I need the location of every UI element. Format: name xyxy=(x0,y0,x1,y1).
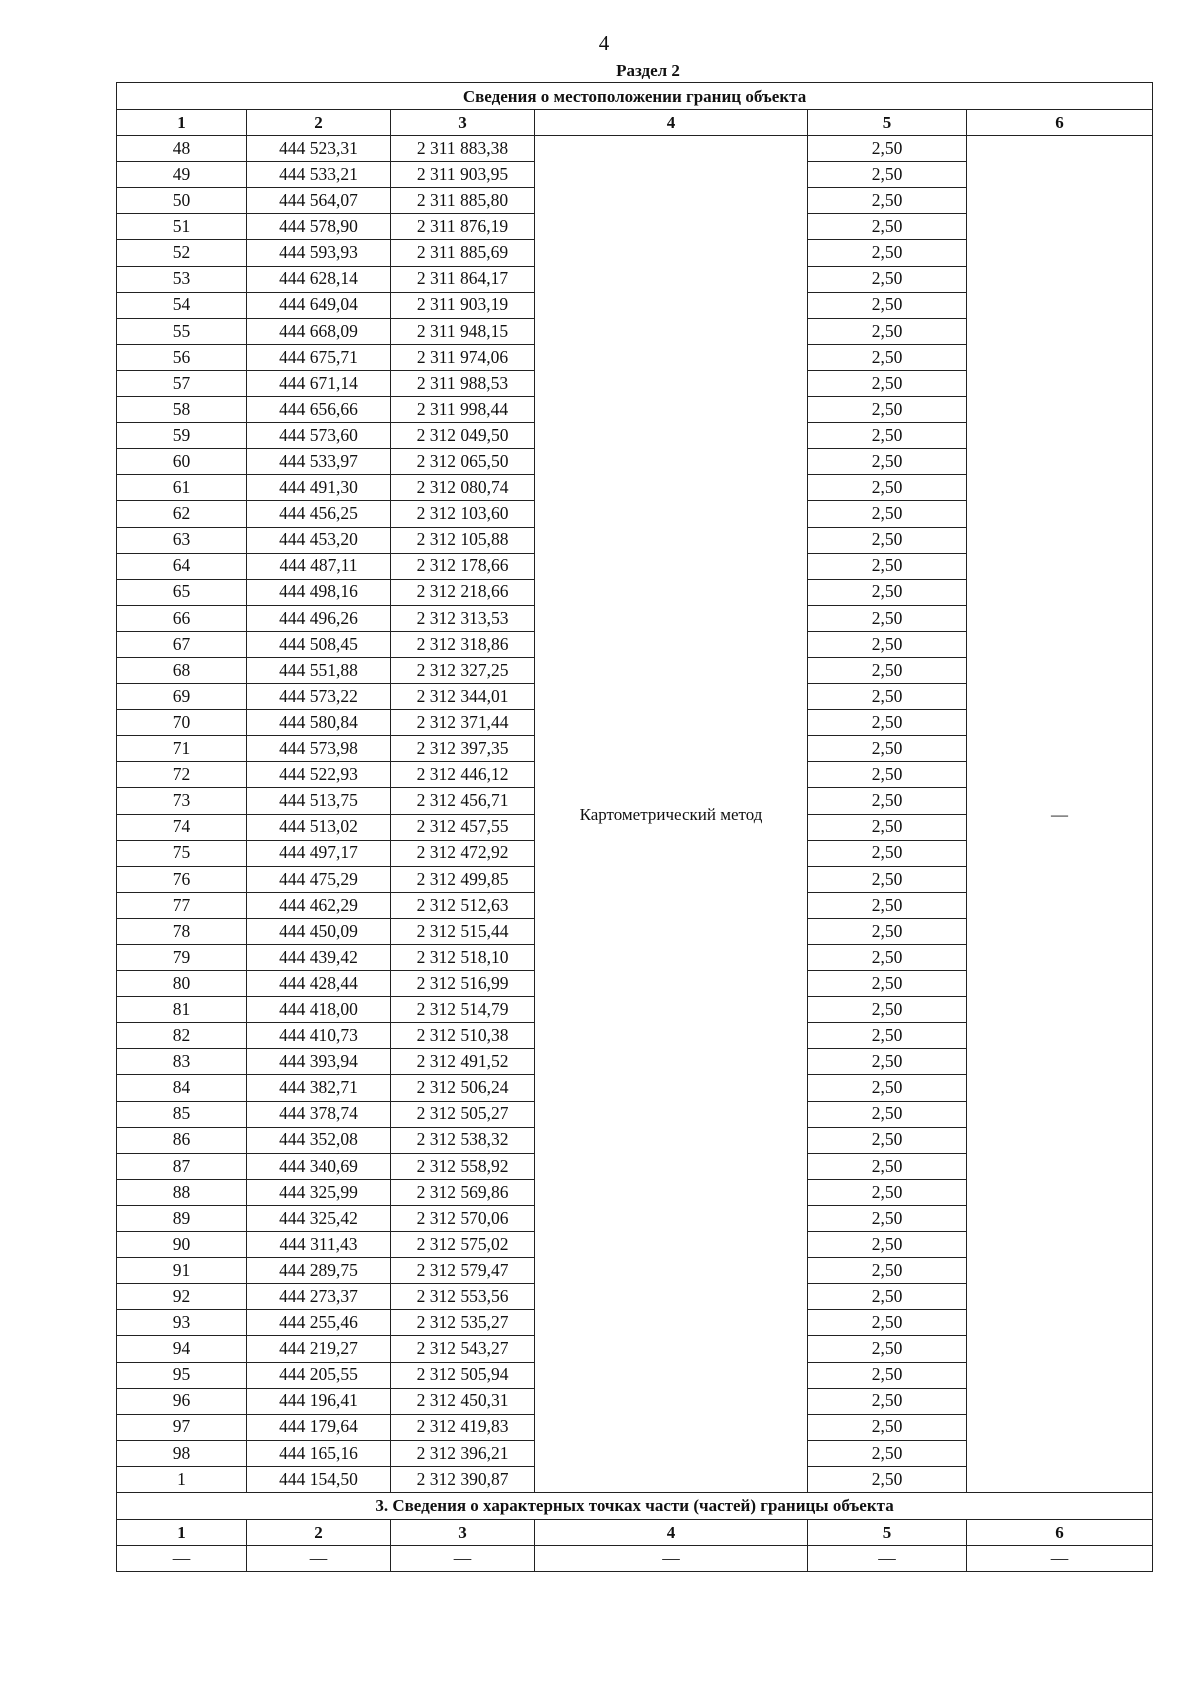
y-coordinate-cell: 2 312 080,74 xyxy=(391,475,535,501)
y-coordinate-cell: 2 312 327,25 xyxy=(391,657,535,683)
y-coordinate-cell: 2 312 575,02 xyxy=(391,1232,535,1258)
x-coordinate-cell: 444 628,14 xyxy=(247,266,391,292)
accuracy-cell: 2,50 xyxy=(808,1153,967,1179)
y-coordinate-cell: 2 312 512,63 xyxy=(391,892,535,918)
point-number-cell: 65 xyxy=(117,579,247,605)
point-number-cell: 74 xyxy=(117,814,247,840)
point-number-cell: 81 xyxy=(117,997,247,1023)
accuracy-cell: 2,50 xyxy=(808,1440,967,1466)
y-coordinate-cell: 2 312 569,86 xyxy=(391,1179,535,1205)
part-section-title-row xyxy=(117,1492,1153,1519)
point-number-cell: 63 xyxy=(117,527,247,553)
y-coordinate-cell: 2 311 998,44 xyxy=(391,397,535,423)
y-coordinate-cell: 2 312 570,06 xyxy=(391,1205,535,1231)
y-coordinate-cell: 2 312 514,79 xyxy=(391,997,535,1023)
y-coordinate-cell: 2 311 988,53 xyxy=(391,370,535,396)
accuracy-cell: 2,50 xyxy=(808,501,967,527)
point-number-cell: 69 xyxy=(117,684,247,710)
part-section-title: 3. Сведения о характерных точках части (частей) границы объекта xyxy=(117,1492,1153,1519)
y-coordinate-cell: 2 311 876,19 xyxy=(391,214,535,240)
point-number-cell: 67 xyxy=(117,631,247,657)
accuracy-cell: 2,50 xyxy=(808,188,967,214)
column-number: 2 xyxy=(247,1519,391,1545)
x-coordinate-cell: 444 154,50 xyxy=(247,1466,391,1492)
point-number-cell: 75 xyxy=(117,840,247,866)
y-coordinate-cell: 2 312 446,12 xyxy=(391,762,535,788)
table-row xyxy=(117,136,1153,162)
x-coordinate-cell: 444 289,75 xyxy=(247,1258,391,1284)
point-number-cell: 68 xyxy=(117,657,247,683)
point-number-cell: 59 xyxy=(117,423,247,449)
y-coordinate-cell: 2 312 450,31 xyxy=(391,1388,535,1414)
point-number-cell: 57 xyxy=(117,370,247,396)
x-coordinate-cell: 444 551,88 xyxy=(247,657,391,683)
y-coordinate-cell: 2 312 178,66 xyxy=(391,553,535,579)
y-coordinate-cell: 2 312 499,85 xyxy=(391,866,535,892)
point-number-cell: 86 xyxy=(117,1127,247,1153)
y-coordinate-cell: 2 312 105,88 xyxy=(391,527,535,553)
accuracy-cell: 2,50 xyxy=(808,240,967,266)
accuracy-cell: 2,50 xyxy=(808,344,967,370)
point-number-cell: 88 xyxy=(117,1179,247,1205)
x-coordinate-cell: 444 450,09 xyxy=(247,918,391,944)
y-coordinate-cell: 2 312 505,94 xyxy=(391,1362,535,1388)
method-cell: Картометрический метод xyxy=(535,136,808,1493)
empty-cell: — xyxy=(391,1546,535,1572)
x-coordinate-cell: 444 393,94 xyxy=(247,1049,391,1075)
accuracy-cell: 2,50 xyxy=(808,1388,967,1414)
accuracy-cell: 2,50 xyxy=(808,1310,967,1336)
y-coordinate-cell: 2 312 218,66 xyxy=(391,579,535,605)
point-number-cell: 71 xyxy=(117,736,247,762)
point-number-cell: 80 xyxy=(117,971,247,997)
part-column-number-row xyxy=(117,1519,1153,1545)
x-coordinate-cell: 444 498,16 xyxy=(247,579,391,605)
point-number-cell: 90 xyxy=(117,1232,247,1258)
y-coordinate-cell: 2 312 396,21 xyxy=(391,1440,535,1466)
point-number-cell: 96 xyxy=(117,1388,247,1414)
x-coordinate-cell: 444 311,43 xyxy=(247,1232,391,1258)
accuracy-cell: 2,50 xyxy=(808,1258,967,1284)
x-coordinate-cell: 444 382,71 xyxy=(247,1075,391,1101)
y-coordinate-cell: 2 311 903,19 xyxy=(391,292,535,318)
x-coordinate-cell: 444 533,21 xyxy=(247,162,391,188)
y-coordinate-cell: 2 312 579,47 xyxy=(391,1258,535,1284)
point-number-cell: 98 xyxy=(117,1440,247,1466)
y-coordinate-cell: 2 311 903,95 xyxy=(391,162,535,188)
accuracy-cell: 2,50 xyxy=(808,657,967,683)
accuracy-cell: 2,50 xyxy=(808,1284,967,1310)
y-coordinate-cell: 2 312 065,50 xyxy=(391,449,535,475)
point-number-cell: 58 xyxy=(117,397,247,423)
y-coordinate-cell: 2 312 516,99 xyxy=(391,971,535,997)
x-coordinate-cell: 444 671,14 xyxy=(247,370,391,396)
x-coordinate-cell: 444 573,22 xyxy=(247,684,391,710)
table-title-row xyxy=(117,83,1153,110)
accuracy-cell: 2,50 xyxy=(808,553,967,579)
y-coordinate-cell: 2 312 515,44 xyxy=(391,918,535,944)
y-coordinate-cell: 2 312 419,83 xyxy=(391,1414,535,1440)
accuracy-cell: 2,50 xyxy=(808,397,967,423)
y-coordinate-cell: 2 311 948,15 xyxy=(391,318,535,344)
accuracy-cell: 2,50 xyxy=(808,1101,967,1127)
column-number: 3 xyxy=(391,1519,535,1545)
x-coordinate-cell: 444 340,69 xyxy=(247,1153,391,1179)
accuracy-cell: 2,50 xyxy=(808,370,967,396)
empty-cell: — xyxy=(967,1546,1153,1572)
x-coordinate-cell: 444 462,29 xyxy=(247,892,391,918)
point-number-cell: 76 xyxy=(117,866,247,892)
y-coordinate-cell: 2 311 885,69 xyxy=(391,240,535,266)
y-coordinate-cell: 2 311 885,80 xyxy=(391,188,535,214)
y-coordinate-cell: 2 311 883,38 xyxy=(391,136,535,162)
y-coordinate-cell: 2 312 558,92 xyxy=(391,1153,535,1179)
y-coordinate-cell: 2 312 344,01 xyxy=(391,684,535,710)
y-coordinate-cell: 2 312 553,56 xyxy=(391,1284,535,1310)
x-coordinate-cell: 444 513,75 xyxy=(247,788,391,814)
y-coordinate-cell: 2 312 456,71 xyxy=(391,788,535,814)
x-coordinate-cell: 444 668,09 xyxy=(247,318,391,344)
y-coordinate-cell: 2 312 506,24 xyxy=(391,1075,535,1101)
x-coordinate-cell: 444 675,71 xyxy=(247,344,391,370)
accuracy-cell: 2,50 xyxy=(808,971,967,997)
x-coordinate-cell: 444 508,45 xyxy=(247,631,391,657)
accuracy-cell: 2,50 xyxy=(808,449,967,475)
x-coordinate-cell: 444 573,60 xyxy=(247,423,391,449)
x-coordinate-cell: 444 496,26 xyxy=(247,605,391,631)
x-coordinate-cell: 444 656,66 xyxy=(247,397,391,423)
accuracy-cell: 2,50 xyxy=(808,892,967,918)
x-coordinate-cell: 444 196,41 xyxy=(247,1388,391,1414)
accuracy-cell: 2,50 xyxy=(808,710,967,736)
point-number-cell: 60 xyxy=(117,449,247,475)
accuracy-cell: 2,50 xyxy=(808,423,967,449)
x-coordinate-cell: 444 219,27 xyxy=(247,1336,391,1362)
part-empty-row xyxy=(117,1546,1153,1572)
x-coordinate-cell: 444 165,16 xyxy=(247,1440,391,1466)
y-coordinate-cell: 2 312 543,27 xyxy=(391,1336,535,1362)
y-coordinate-cell: 2 312 318,86 xyxy=(391,631,535,657)
point-number-cell: 53 xyxy=(117,266,247,292)
x-coordinate-cell: 444 593,93 xyxy=(247,240,391,266)
x-coordinate-cell: 444 564,07 xyxy=(247,188,391,214)
point-number-cell: 72 xyxy=(117,762,247,788)
column-number: 6 xyxy=(967,1519,1153,1545)
x-coordinate-cell: 444 649,04 xyxy=(247,292,391,318)
column-number: 5 xyxy=(808,110,967,136)
accuracy-cell: 2,50 xyxy=(808,214,967,240)
y-coordinate-cell: 2 312 491,52 xyxy=(391,1049,535,1075)
column-number: 3 xyxy=(391,110,535,136)
accuracy-cell: 2,50 xyxy=(808,840,967,866)
x-coordinate-cell: 444 418,00 xyxy=(247,997,391,1023)
point-number-cell: 52 xyxy=(117,240,247,266)
point-number-cell: 93 xyxy=(117,1310,247,1336)
y-coordinate-cell: 2 312 313,53 xyxy=(391,605,535,631)
x-coordinate-cell: 444 325,42 xyxy=(247,1205,391,1231)
empty-cell: — xyxy=(808,1546,967,1572)
accuracy-cell: 2,50 xyxy=(808,136,967,162)
y-coordinate-cell: 2 312 390,87 xyxy=(391,1466,535,1492)
y-coordinate-cell: 2 312 535,27 xyxy=(391,1310,535,1336)
accuracy-cell: 2,50 xyxy=(808,318,967,344)
column-number-row xyxy=(117,110,1153,136)
x-coordinate-cell: 444 487,11 xyxy=(247,553,391,579)
y-coordinate-cell: 2 312 518,10 xyxy=(391,945,535,971)
x-coordinate-cell: 444 491,30 xyxy=(247,475,391,501)
accuracy-cell: 2,50 xyxy=(808,788,967,814)
accuracy-cell: 2,50 xyxy=(808,684,967,710)
point-number-cell: 83 xyxy=(117,1049,247,1075)
page-number: 4 xyxy=(598,31,610,55)
empty-cell: — xyxy=(117,1546,247,1572)
accuracy-cell: 2,50 xyxy=(808,1205,967,1231)
accuracy-cell: 2,50 xyxy=(808,292,967,318)
x-coordinate-cell: 444 255,46 xyxy=(247,1310,391,1336)
accuracy-cell: 2,50 xyxy=(808,1414,967,1440)
x-coordinate-cell: 444 179,64 xyxy=(247,1414,391,1440)
x-coordinate-cell: 444 273,37 xyxy=(247,1284,391,1310)
point-number-cell: 79 xyxy=(117,945,247,971)
x-coordinate-cell: 444 580,84 xyxy=(247,710,391,736)
column-number: 2 xyxy=(247,110,391,136)
point-number-cell: 97 xyxy=(117,1414,247,1440)
x-coordinate-cell: 444 325,99 xyxy=(247,1179,391,1205)
y-coordinate-cell: 2 312 505,27 xyxy=(391,1101,535,1127)
point-number-cell: 85 xyxy=(117,1101,247,1127)
accuracy-cell: 2,50 xyxy=(808,1023,967,1049)
point-number-cell: 50 xyxy=(117,188,247,214)
accuracy-cell: 2,50 xyxy=(808,527,967,553)
x-coordinate-cell: 444 352,08 xyxy=(247,1127,391,1153)
accuracy-cell: 2,50 xyxy=(808,762,967,788)
point-number-cell: 56 xyxy=(117,344,247,370)
point-number-cell: 87 xyxy=(117,1153,247,1179)
x-coordinate-cell: 444 453,20 xyxy=(247,527,391,553)
y-coordinate-cell: 2 312 538,32 xyxy=(391,1127,535,1153)
point-number-cell: 91 xyxy=(117,1258,247,1284)
point-number-cell: 49 xyxy=(117,162,247,188)
accuracy-cell: 2,50 xyxy=(808,579,967,605)
column-number: 1 xyxy=(117,110,247,136)
boundary-table xyxy=(116,82,1153,1572)
point-number-cell: 1 xyxy=(117,1466,247,1492)
section-label: Раздел 2 xyxy=(616,61,680,80)
y-coordinate-cell: 2 312 457,55 xyxy=(391,814,535,840)
x-coordinate-cell: 444 533,97 xyxy=(247,449,391,475)
column-number: 6 xyxy=(967,110,1153,136)
point-number-cell: 95 xyxy=(117,1362,247,1388)
point-number-cell: 66 xyxy=(117,605,247,631)
accuracy-cell: 2,50 xyxy=(808,1466,967,1492)
x-coordinate-cell: 444 205,55 xyxy=(247,1362,391,1388)
x-coordinate-cell: 444 513,02 xyxy=(247,814,391,840)
point-number-cell: 62 xyxy=(117,501,247,527)
y-coordinate-cell: 2 312 103,60 xyxy=(391,501,535,527)
x-coordinate-cell: 444 475,29 xyxy=(247,866,391,892)
x-coordinate-cell: 444 522,93 xyxy=(247,762,391,788)
column-number: 1 xyxy=(117,1519,247,1545)
point-number-cell: 77 xyxy=(117,892,247,918)
accuracy-cell: 2,50 xyxy=(808,162,967,188)
x-coordinate-cell: 444 456,25 xyxy=(247,501,391,527)
x-coordinate-cell: 444 578,90 xyxy=(247,214,391,240)
accuracy-cell: 2,50 xyxy=(808,814,967,840)
point-number-cell: 84 xyxy=(117,1075,247,1101)
accuracy-cell: 2,50 xyxy=(808,631,967,657)
accuracy-cell: 2,50 xyxy=(808,866,967,892)
accuracy-cell: 2,50 xyxy=(808,1362,967,1388)
column-6-cell: — xyxy=(967,136,1153,1493)
point-number-cell: 51 xyxy=(117,214,247,240)
point-number-cell: 54 xyxy=(117,292,247,318)
point-number-cell: 70 xyxy=(117,710,247,736)
accuracy-cell: 2,50 xyxy=(808,1049,967,1075)
column-number: 5 xyxy=(808,1519,967,1545)
accuracy-cell: 2,50 xyxy=(808,605,967,631)
point-number-cell: 73 xyxy=(117,788,247,814)
table-title: Сведения о местоположении границ объекта xyxy=(117,83,1153,110)
point-number-cell: 61 xyxy=(117,475,247,501)
accuracy-cell: 2,50 xyxy=(808,997,967,1023)
x-coordinate-cell: 444 439,42 xyxy=(247,945,391,971)
accuracy-cell: 2,50 xyxy=(808,1075,967,1101)
point-number-cell: 92 xyxy=(117,1284,247,1310)
column-number: 4 xyxy=(535,110,808,136)
x-coordinate-cell: 444 428,44 xyxy=(247,971,391,997)
accuracy-cell: 2,50 xyxy=(808,918,967,944)
empty-cell: — xyxy=(247,1546,391,1572)
accuracy-cell: 2,50 xyxy=(808,1127,967,1153)
accuracy-cell: 2,50 xyxy=(808,266,967,292)
point-number-cell: 94 xyxy=(117,1336,247,1362)
y-coordinate-cell: 2 311 974,06 xyxy=(391,344,535,370)
point-number-cell: 48 xyxy=(117,136,247,162)
accuracy-cell: 2,50 xyxy=(808,1179,967,1205)
column-number: 4 xyxy=(535,1519,808,1545)
point-number-cell: 82 xyxy=(117,1023,247,1049)
x-coordinate-cell: 444 523,31 xyxy=(247,136,391,162)
y-coordinate-cell: 2 312 397,35 xyxy=(391,736,535,762)
y-coordinate-cell: 2 312 049,50 xyxy=(391,423,535,449)
accuracy-cell: 2,50 xyxy=(808,1232,967,1258)
x-coordinate-cell: 444 573,98 xyxy=(247,736,391,762)
y-coordinate-cell: 2 312 472,92 xyxy=(391,840,535,866)
accuracy-cell: 2,50 xyxy=(808,475,967,501)
y-coordinate-cell: 2 312 371,44 xyxy=(391,710,535,736)
accuracy-cell: 2,50 xyxy=(808,1336,967,1362)
point-number-cell: 55 xyxy=(117,318,247,344)
x-coordinate-cell: 444 378,74 xyxy=(247,1101,391,1127)
x-coordinate-cell: 444 497,17 xyxy=(247,840,391,866)
point-number-cell: 64 xyxy=(117,553,247,579)
y-coordinate-cell: 2 312 510,38 xyxy=(391,1023,535,1049)
x-coordinate-cell: 444 410,73 xyxy=(247,1023,391,1049)
point-number-cell: 89 xyxy=(117,1205,247,1231)
empty-cell: — xyxy=(535,1546,808,1572)
point-number-cell: 78 xyxy=(117,918,247,944)
accuracy-cell: 2,50 xyxy=(808,736,967,762)
y-coordinate-cell: 2 311 864,17 xyxy=(391,266,535,292)
accuracy-cell: 2,50 xyxy=(808,945,967,971)
